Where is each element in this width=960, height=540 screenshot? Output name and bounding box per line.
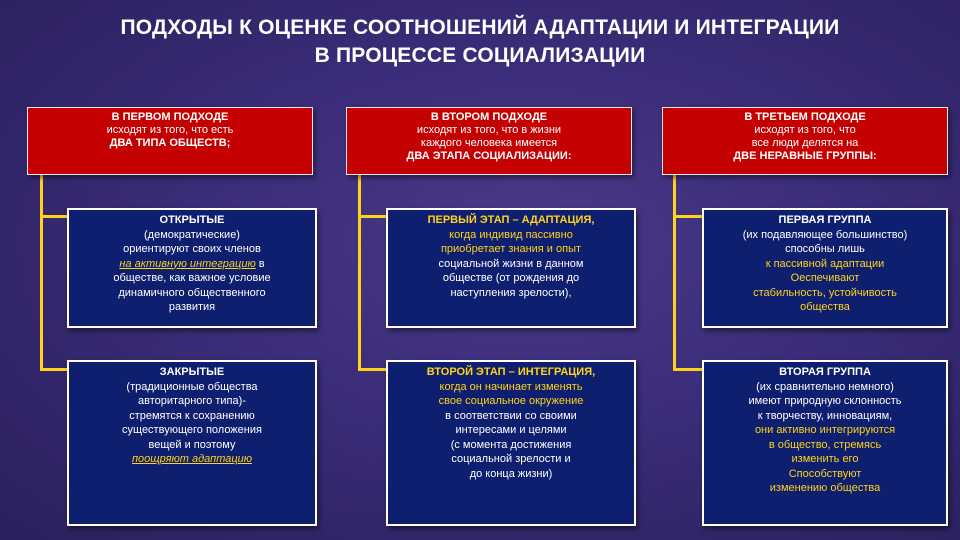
connector-1-branch-bottom <box>40 368 67 371</box>
header-first-approach <box>27 107 313 175</box>
highlight-line: они активно интегрируются <box>754 424 896 436</box>
highlight-line: Способствуют <box>788 467 862 480</box>
box-adaptation-stage <box>386 208 636 328</box>
box-title: ПЕРВАЯ ГРУППА <box>778 214 872 226</box>
box-first-group <box>702 208 948 328</box>
connector-3-vertical <box>673 175 676 371</box>
box-line-mixed <box>69 257 315 272</box>
connector-3-branch-bottom <box>673 368 702 371</box>
box-line: к творчеству, инновациям, <box>757 409 893 422</box>
header-line: ДВА ЭТАПА СОЦИАЛИЗАЦИИ: <box>406 150 572 162</box>
highlight-line: к пассивной адаптации <box>765 257 885 270</box>
box-line: стремятся к сохранению <box>129 409 255 422</box>
connector-1-vertical <box>40 175 43 371</box>
box-integration-stage <box>386 360 636 526</box>
header-line: каждого человека имеется <box>420 137 558 149</box>
box-line: (традиционные общества <box>126 380 258 393</box>
box-line: (с момента достижения <box>450 438 572 451</box>
header-line: В ВТОРОМ ПОДХОДЕ <box>430 111 548 123</box>
box-line: интересами и целями <box>455 424 567 436</box>
box-line: в соответствии со своими <box>445 409 577 422</box>
box-open-societies <box>67 208 317 328</box>
box-title: ЗАКРЫТЫЕ <box>159 366 225 378</box>
connector-2-branch-bottom <box>358 368 386 371</box>
highlight-line: Оеспечивают <box>790 272 860 284</box>
header-second-approach <box>346 107 632 175</box>
box-line: социальной зрелости и <box>451 453 571 465</box>
header-line: исходят из того, что <box>754 124 856 136</box>
box-title: ВТОРОЙ ЭТАП – ИНТЕГРАЦИЯ, <box>426 366 596 378</box>
box-line: (их сравнительно немного) <box>756 380 894 393</box>
box-line: имеют природную склонность <box>748 395 902 407</box>
box-line: вещей и поэтому <box>148 438 236 451</box>
highlight-line: когда он начинает изменять <box>439 380 583 393</box>
highlight-line: когда индивид пассивно <box>449 228 573 241</box>
header-line: ДВЕ НЕРАВНЫЕ ГРУППЫ: <box>733 150 877 162</box>
highlight-text: поощряют адаптацию <box>131 453 253 465</box>
header-line: исходят из того, что есть <box>106 124 234 136</box>
box-line: наступления зрелости), <box>450 286 572 299</box>
connector-1-branch-top <box>40 215 67 218</box>
box-line: авторитарного типа)- <box>138 395 246 407</box>
box-line: обществе (от рождения до <box>442 272 580 284</box>
header-line: В ПЕРВОМ ПОДХОДЕ <box>111 111 229 123</box>
box-line: социальной жизни в данном <box>438 257 584 270</box>
box-line: ориентируют своих членов <box>123 243 261 255</box>
highlight-line: приобретает знания и опыт <box>440 243 582 255</box>
connector-2-branch-top <box>358 215 386 218</box>
highlight-line: изменить его <box>791 453 859 465</box>
connector-2-vertical <box>358 175 361 371</box>
highlight-text: на активную интеграцию <box>119 257 256 270</box>
box-closed-societies <box>67 360 317 526</box>
connector-3-branch-top <box>673 215 702 218</box>
highlight-line: стабильность, устойчивость <box>753 286 897 299</box>
box-line: до конца жизни) <box>469 467 553 480</box>
box-second-group <box>702 360 948 526</box>
highlight-line: изменению общества <box>769 482 881 494</box>
header-line: исходят из того, что в жизни <box>416 124 562 136</box>
header-line: В ТРЕТЬЕМ ПОДХОДЕ <box>744 111 866 123</box>
box-line: (демократические) <box>144 228 240 241</box>
box-title: ВТОРАЯ ГРУППА <box>779 366 871 378</box>
box-title: ОТКРЫТЫЕ <box>159 214 225 226</box>
box-title: ПЕРВЫЙ ЭТАП – АДАПТАЦИЯ, <box>427 214 595 226</box>
box-line: способны лишь <box>785 243 865 255</box>
box-line: (их подавляющее большинство) <box>742 228 908 241</box>
header-third-approach <box>662 107 948 175</box>
highlight-line: общества <box>800 301 850 313</box>
box-line: динамичного общественного <box>118 286 266 299</box>
box-line: существующего положения <box>122 424 262 436</box>
box-line: развития <box>168 301 216 313</box>
title-line-2: В ПРОЦЕССЕ СОЦИАЛИЗАЦИИ <box>314 44 646 67</box>
box-text: в <box>258 257 265 270</box>
header-line: ДВА ТИПА ОБЩЕСТВ; <box>109 137 231 149</box>
header-line: все люди делятся на <box>751 137 859 149</box>
box-line: обществе, как важное условие <box>113 272 271 284</box>
highlight-line: свое социальное окружение <box>438 395 584 407</box>
slide-title <box>0 14 960 70</box>
highlight-line: в общество, стремясь <box>768 438 882 451</box>
title-line-1: ПОДХОДЫ К ОЦЕНКЕ СООТНОШЕНИЙ АДАПТАЦИИ И ИНТЕГРАЦИИ <box>120 16 840 39</box>
